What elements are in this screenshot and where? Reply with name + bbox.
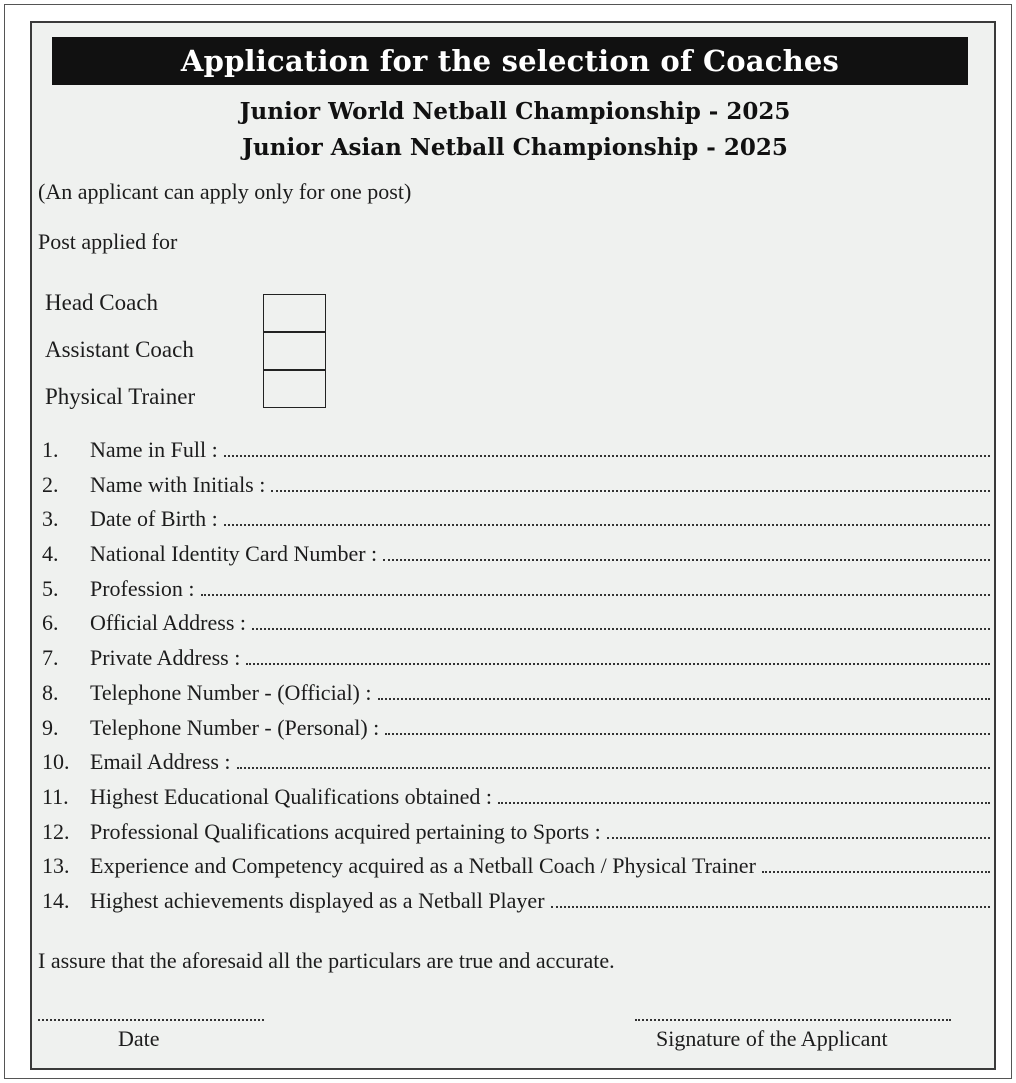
field-label: Experience and Competency acquired as a Netball Coach / Physical Trainer (90, 853, 756, 878)
experience-input-line[interactable] (762, 863, 990, 873)
field-label: Highest achievements displayed as a Netball Player (90, 888, 545, 913)
field-row-initials (42, 470, 990, 500)
nic-input-line[interactable] (383, 551, 990, 561)
field-number: 9. (42, 715, 59, 740)
field-label: Professional Qualifications acquired pertaining to Sports : (90, 819, 601, 844)
field-row-achievements (42, 886, 990, 916)
field-row-official-address (42, 608, 990, 638)
field-label: Telephone Number - (Official) : (90, 680, 372, 705)
field-label: Telephone Number - (Personal) : (90, 715, 380, 740)
education-input-line[interactable] (498, 794, 990, 804)
applicant-note: (An applicant can apply only for one post) (38, 179, 412, 204)
field-number: 4. (42, 541, 59, 566)
head-coach-checkbox[interactable] (263, 294, 326, 332)
field-number: 7. (42, 645, 59, 670)
phone-official-input-line[interactable] (378, 690, 991, 700)
date-input-line[interactable] (38, 1013, 264, 1021)
field-number: 12. (42, 819, 70, 844)
page-frame (4, 4, 1012, 1079)
signature-label: Signature of the Applicant (656, 1026, 888, 1051)
full-name-input-line[interactable] (224, 447, 990, 457)
declaration-text: I assure that the aforesaid all the particulars are true and accurate. (38, 948, 615, 973)
field-number: 14. (42, 888, 70, 913)
field-number: 13. (42, 853, 70, 878)
assistant-coach-checkbox[interactable] (263, 332, 326, 370)
profession-input-line[interactable] (201, 586, 991, 596)
field-row-nic (42, 539, 990, 569)
field-number: 3. (42, 506, 59, 531)
field-number: 8. (42, 680, 59, 705)
professional-qualifications-input-line[interactable] (607, 829, 990, 839)
field-row-email (42, 747, 990, 777)
email-input-line[interactable] (237, 759, 990, 769)
post-applied-label: Post applied for (38, 229, 178, 254)
achievements-input-line[interactable] (551, 898, 990, 908)
field-label: Date of Birth : (90, 506, 218, 531)
physical-trainer-checkbox[interactable] (263, 370, 326, 408)
private-address-input-line[interactable] (246, 655, 990, 665)
field-number: 11. (42, 784, 69, 809)
field-number: 10. (42, 749, 70, 774)
post-option-head-coach-label: Head Coach (45, 290, 159, 315)
field-label: Email Address : (90, 749, 231, 774)
field-row-experience (42, 851, 990, 881)
form-title: Application for the selection of Coaches (52, 37, 968, 85)
post-option-physical-trainer-label: Physical Trainer (45, 384, 196, 409)
field-label: Private Address : (90, 645, 241, 670)
phone-personal-input-line[interactable] (385, 725, 990, 735)
field-row-full-name (42, 435, 990, 465)
application-form (30, 21, 996, 1070)
field-label: Name with Initials : (90, 472, 266, 497)
field-label: Official Address : (90, 610, 247, 635)
field-row-phone-personal (42, 713, 990, 743)
field-row-education (42, 782, 990, 812)
initials-name-input-line[interactable] (271, 482, 990, 492)
signature-input-line[interactable] (635, 1013, 951, 1021)
field-label: Name in Full : (90, 437, 218, 462)
field-number: 6. (42, 610, 59, 635)
field-label: National Identity Card Number : (90, 541, 378, 566)
field-label: Profession : (90, 576, 195, 601)
championship-asian: Junior Asian Netball Championship - 2025 (242, 134, 788, 161)
field-row-private-address (42, 643, 990, 673)
field-row-phone-official (42, 678, 990, 708)
date-label: Date (118, 1026, 160, 1051)
post-option-assistant-coach-label: Assistant Coach (45, 337, 194, 362)
championship-world: Junior World Netball Championship - 2025 (239, 98, 791, 125)
field-label: Highest Educational Qualifications obtained : (90, 784, 493, 809)
field-row-professional-qualifications (42, 817, 990, 847)
field-row-profession (42, 574, 990, 604)
field-number: 5. (42, 576, 59, 601)
dob-input-line[interactable] (224, 516, 990, 526)
official-address-input-line[interactable] (252, 620, 990, 630)
field-number: 2. (42, 472, 59, 497)
field-row-dob (42, 504, 990, 534)
field-number: 1. (42, 437, 59, 462)
